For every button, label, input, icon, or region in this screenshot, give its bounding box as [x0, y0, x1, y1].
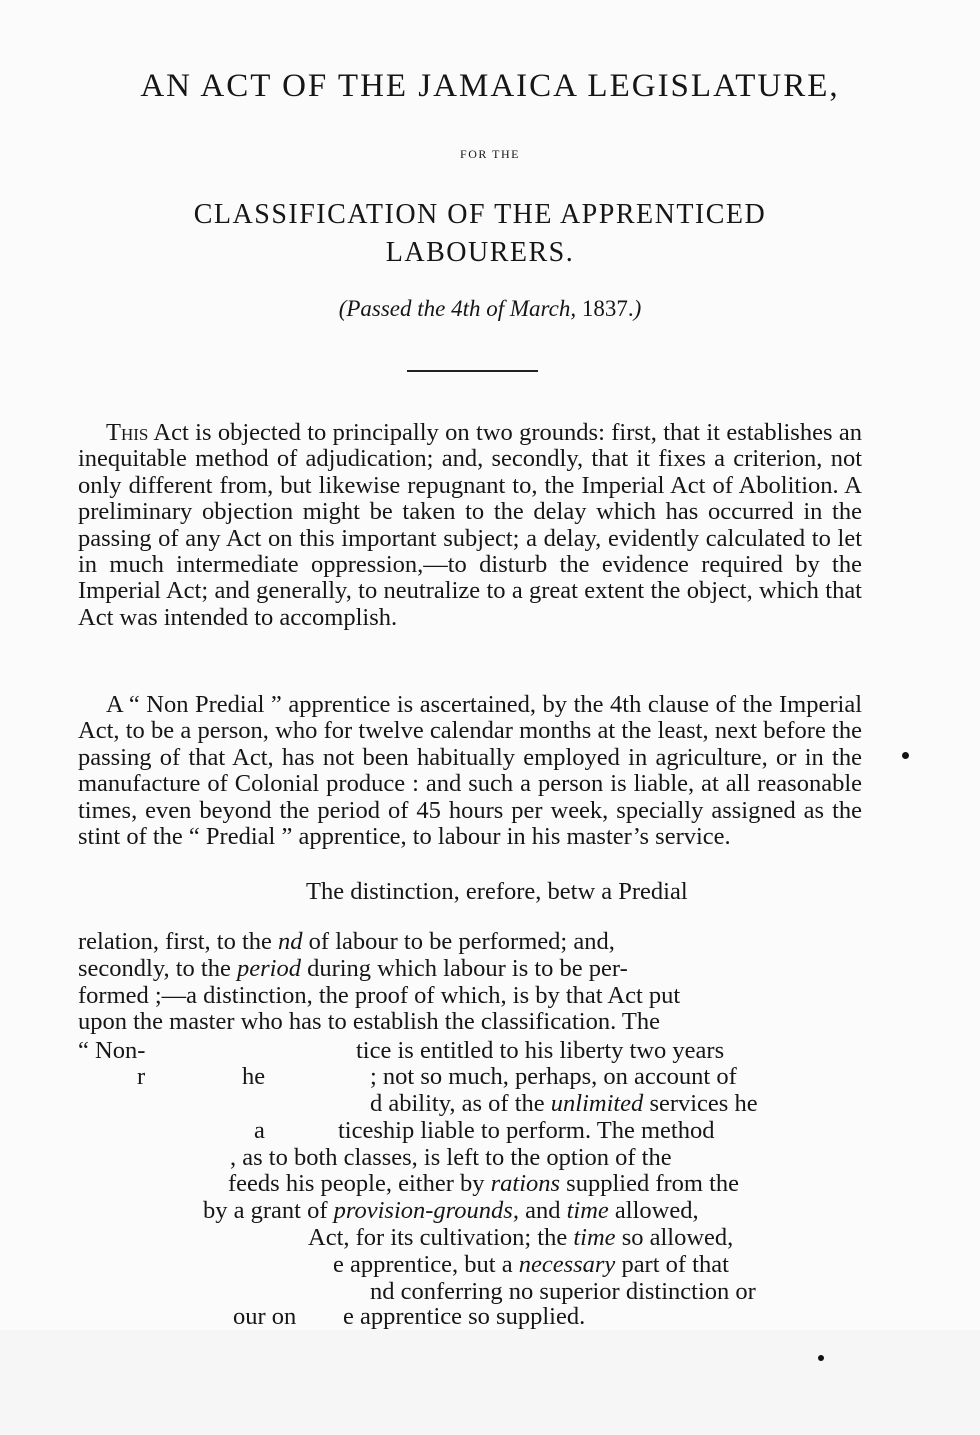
fragment-line-10-b: rations [490, 1170, 561, 1197]
fragment-line-10-c: supplied from the [560, 1170, 739, 1197]
fragment-line-15a: our on [233, 1303, 297, 1330]
fragment-line-14: nd conferring no superior distinction or [370, 1278, 756, 1305]
fragment-line-7-b: unlimited [550, 1090, 644, 1117]
paragraph-2 [78, 692, 862, 850]
paragraph-1-lead: This [106, 419, 149, 446]
fragment-line-2-c: during which labour is to be per- [300, 955, 628, 982]
fragment-line-7-c: services he [643, 1090, 758, 1117]
fragment-line-2-b: period [237, 955, 301, 982]
fragment-line-12 [308, 1224, 733, 1252]
fragment-line-11-d: time [566, 1197, 609, 1224]
fragment-line-8b: ticeship liable to perform. The method [338, 1117, 715, 1144]
fragment-line-1-a: relation, first, to the [78, 928, 279, 955]
subtitle-line-2: LABOURERS. [385, 237, 575, 268]
paragraph-2-text: A “ Non Predial ” apprentice is ascertained, by the 4th clause of the Imperial Act, to be a person, who for twelve calendar months at the least, next before the passing of that Act, has not been habitually employed in agriculture, or in the manufacture of Colonial produce : and such a person is liable, at all reasonable times, even beyond the period of 45 hours per week, specially assigned as the stint of the “ Predial ” apprentice, to labour in his master’s service. [78, 691, 862, 851]
fragment-line-12-c: so allowed, [615, 1224, 734, 1251]
fragment-line-1 [78, 928, 615, 956]
page-bottom-margin [0, 1330, 980, 1435]
fragment-line-13-c: part of that [615, 1251, 729, 1278]
passed-year: 1837. [576, 296, 634, 321]
fragment-line-13-a: e apprentice, but a [333, 1251, 519, 1278]
fragment-line-11-c: and [518, 1197, 567, 1224]
fragment-line-10-a: feeds his people, either by [228, 1170, 491, 1197]
passed-italic: Passed the 4th of March, [346, 296, 577, 321]
fragment-line-3: formed ;—a distinction, the proof of which, is by that Act put [78, 982, 681, 1009]
fragment-line-1-b: nd [278, 928, 303, 955]
fragment-line-6b: he [242, 1063, 266, 1090]
fragment-line-7-a: d ability, as of the [370, 1090, 551, 1117]
fragment-line-6c: ; not so much, perhaps, on account of [370, 1063, 737, 1090]
fragment-line-15b: e apprentice so supplied. [343, 1303, 586, 1330]
fragment-line-9: , as to both classes, is left to the option of the [230, 1144, 672, 1171]
fragment-line-11-a: by a grant of [203, 1197, 334, 1224]
act-subtitle [120, 196, 840, 272]
for-the-label: FOR THE [460, 147, 520, 161]
divider-rule [407, 370, 538, 372]
fragment-line-1-c: of labour to be performed; and, [302, 928, 615, 955]
fragment-line-11 [203, 1197, 699, 1225]
fragment-line-4: upon the master who has to establish the classification. The [78, 1008, 660, 1035]
fragment-line-11-b: provision-grounds, [333, 1197, 519, 1224]
fragment-line-6a: r [137, 1063, 146, 1090]
fragment-line-2 [78, 955, 628, 983]
subtitle-line-1: CLASSIFICATION OF THE APPRENTICED [193, 199, 767, 230]
fragment-line-5a: “ Non- [78, 1037, 146, 1064]
fragment-line-12-a: Act, for its cultivation; the [308, 1224, 574, 1251]
paren-open: ( [338, 296, 347, 321]
fragment-line-13-b: necessary [518, 1251, 616, 1278]
passed-date [0, 296, 980, 322]
fragment-line-11-e: allowed, [608, 1197, 699, 1224]
paren-close: ) [633, 296, 642, 321]
fragment-line-10 [228, 1170, 739, 1198]
fragment-line-8a: a [254, 1117, 265, 1144]
fragment-line-2-a: secondly, to the [78, 955, 237, 982]
ink-speck [902, 752, 909, 759]
fragment-line-13 [333, 1251, 729, 1279]
paragraph-1 [78, 420, 862, 631]
fragment-line-7 [370, 1090, 758, 1118]
fragment-line-5b: tice is entitled to his liberty two years [356, 1037, 725, 1064]
act-title: AN ACT OF THE JAMAICA LEGISLATURE, [140, 68, 840, 104]
paragraph-1-text: Act is objected to principally on two grounds: first, that it establishes an inequitable method of adjudication; and, secondly, that it fixes a criterion, not only different from, but likewise repugnant to, the Imperial Act of Abolition. A preliminary objection might be taken to the delay which has occurred in the passing of any Act on this important subject; a delay, evidently calculated to let in much intermediate oppression,—to disturb the evidence required by the Imperial Act; and generally, to neutralize to a great extent the object, which that Act was intended to accomplish. [78, 419, 862, 631]
ink-speck-2 [818, 1355, 824, 1361]
paragraph-2-tail: The distinction, erefore, betw a Predial [306, 878, 688, 905]
fragment-line-12-b: time [573, 1224, 616, 1251]
